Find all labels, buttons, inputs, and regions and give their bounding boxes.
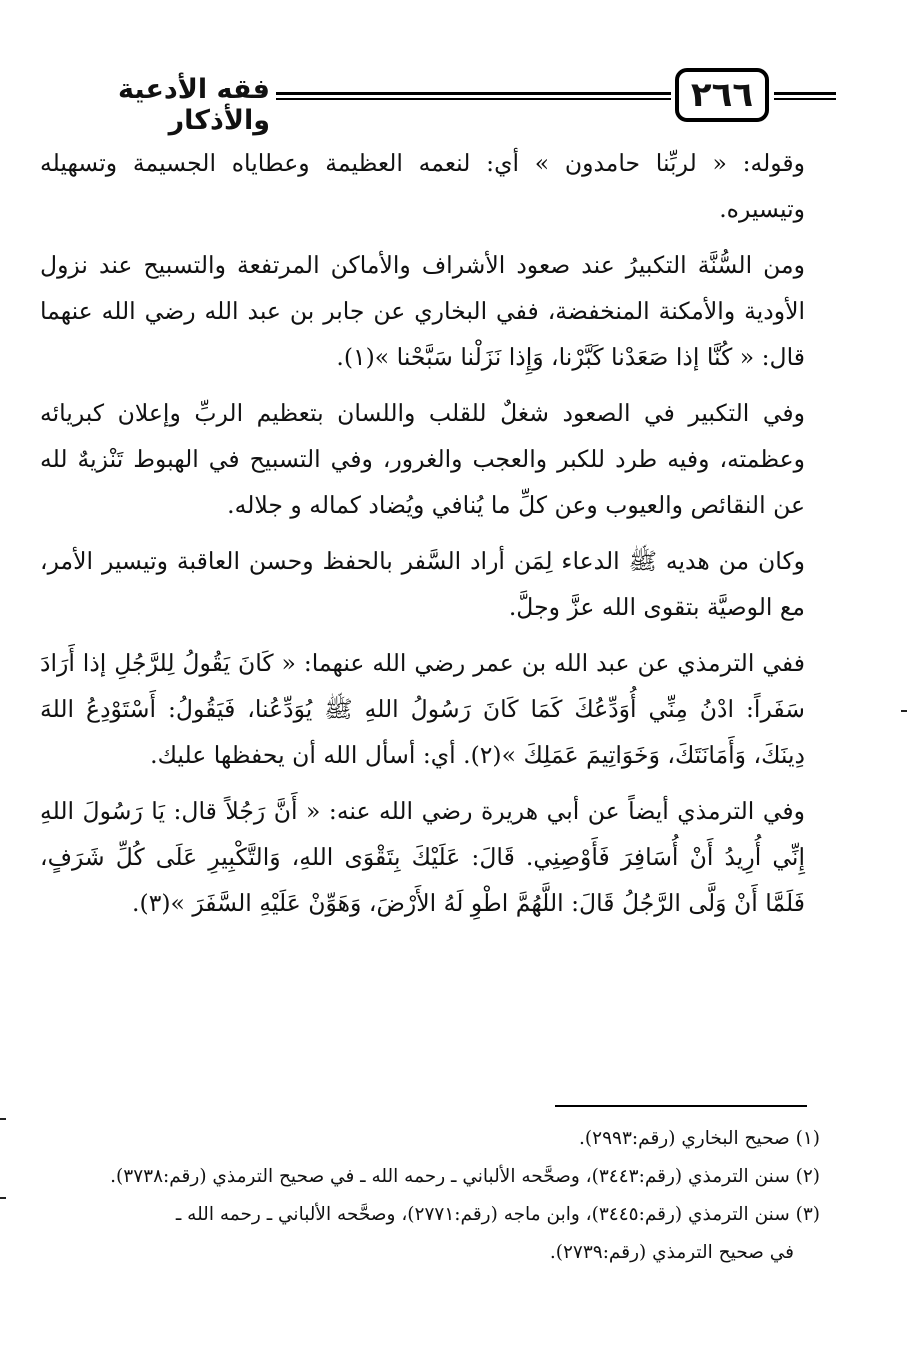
paragraph: وكان من هديه ﷺ الدعاء لِمَن أراد السَّفر بالحفظ وحسن العاقبة وتيسير الأمر، مع الوصيَّة بتقوى الله عزَّ وجلَّ. <box>40 547 805 621</box>
page-header <box>38 68 800 136</box>
paragraph: وفي الترمذي أيضاً عن أبي هريرة رضي الله عنه: « أَنَّ رَجُلاً قال: يَا رَسُولَ اللهِ إِنِّي أُرِيدُ أَنْ أُسَافِرَ فَأَوْصِنِي. قَالَ: عَلَيْكَ بِتَقْوَى اللهِ، وَالتَّكْبِيرِ عَلَى كُلِّ شَرَفٍ، فَلَمَّا أَنْ وَلَّى الرَّجُلُ قَالَ: اللَّهُمَّ اطْوِ لَهُ الأَرْضَ، وَهَوِّنْ عَلَيْهِ السَّفَرَ »(٣). <box>40 797 805 917</box>
header-rule-right <box>774 92 836 100</box>
page-number: ٢٦٦ <box>675 68 769 122</box>
scan-edge-mark <box>901 710 907 712</box>
page-body <box>40 140 805 936</box>
footnote-2: (٢) سنن الترمذي (رقم:٣٤٤٣)، وصحَّحه الألباني ـ رحمه الله ـ في صحيح الترمذي (رقم:٣٧٣٨). <box>110 1166 820 1187</box>
paragraph: وقوله: « لربِّنا حامدون » أي: لنعمه العظيمة وعطاياه الجسيمة وتسهيله وتيسيره. <box>40 149 805 223</box>
paragraph: وفي التكبير في الصعود شغلٌ للقلب واللسان بتعظيم الربِّ وإعلان كبريائه وعظمته، وفيه طرد للكبر والعجب والغرور، وفي التسبيح في الهبوط تَنْزيهٌ لله عن النقائص والعيوب وعن كلِّ ما يُنافي ويُضاد كماله و جلاله. <box>40 399 805 519</box>
running-title: فقه الأدعية والأذكار <box>118 74 270 136</box>
paragraph: ففي الترمذي عن عبد الله بن عمر رضي الله عنهما: « كَانَ يَقُولُ لِلرَّجُلِ إذا أَرَادَ سَفَراً: ادْنُ مِنِّي أُوَدِّعُكَ كَمَا كَانَ رَسُولُ اللهِ ﷺ يُوَدِّعُنا، فَيَقُولُ: أَسْتَوْدِعُ اللهَ دِينَكَ، وَأَمَانَتَكَ، وَخَوَاتِيمَ عَمَلِكَ »(٢). أي: أسأل الله أن يحفظها عليك. <box>40 649 805 769</box>
header-rule-left <box>276 92 671 100</box>
footnote-3-continuation: في صحيح الترمذي (رقم:٢٧٣٩). <box>549 1242 794 1263</box>
scan-edge-mark <box>0 1197 6 1199</box>
footnotes <box>60 1120 820 1272</box>
footnote-3: (٣) سنن الترمذي (رقم:٣٤٤٥)، وابن ماجه (رقم:٢٧٧١)، وصحَّحه الألباني ـ رحمه الله ـ <box>175 1204 820 1225</box>
scan-edge-mark <box>0 1118 6 1120</box>
footnote-separator <box>555 1105 807 1107</box>
paragraph: ومن السُّنَّة التكبيرُ عند صعود الأشراف والأماكن المرتفعة والتسبيح عند نزول الأودية والأمكنة المنخفضة، ففي البخاري عن جابر بن عبد الله رضي الله عنهما قال: « كُنَّا إذا صَعَدْنا كَبَّرْنا، وَإِذا نَزَلْنا سَبَّحْنا »(١). <box>40 251 805 371</box>
footnote-1: (١) صحيح البخاري (رقم:٢٩٩٣). <box>579 1128 820 1149</box>
